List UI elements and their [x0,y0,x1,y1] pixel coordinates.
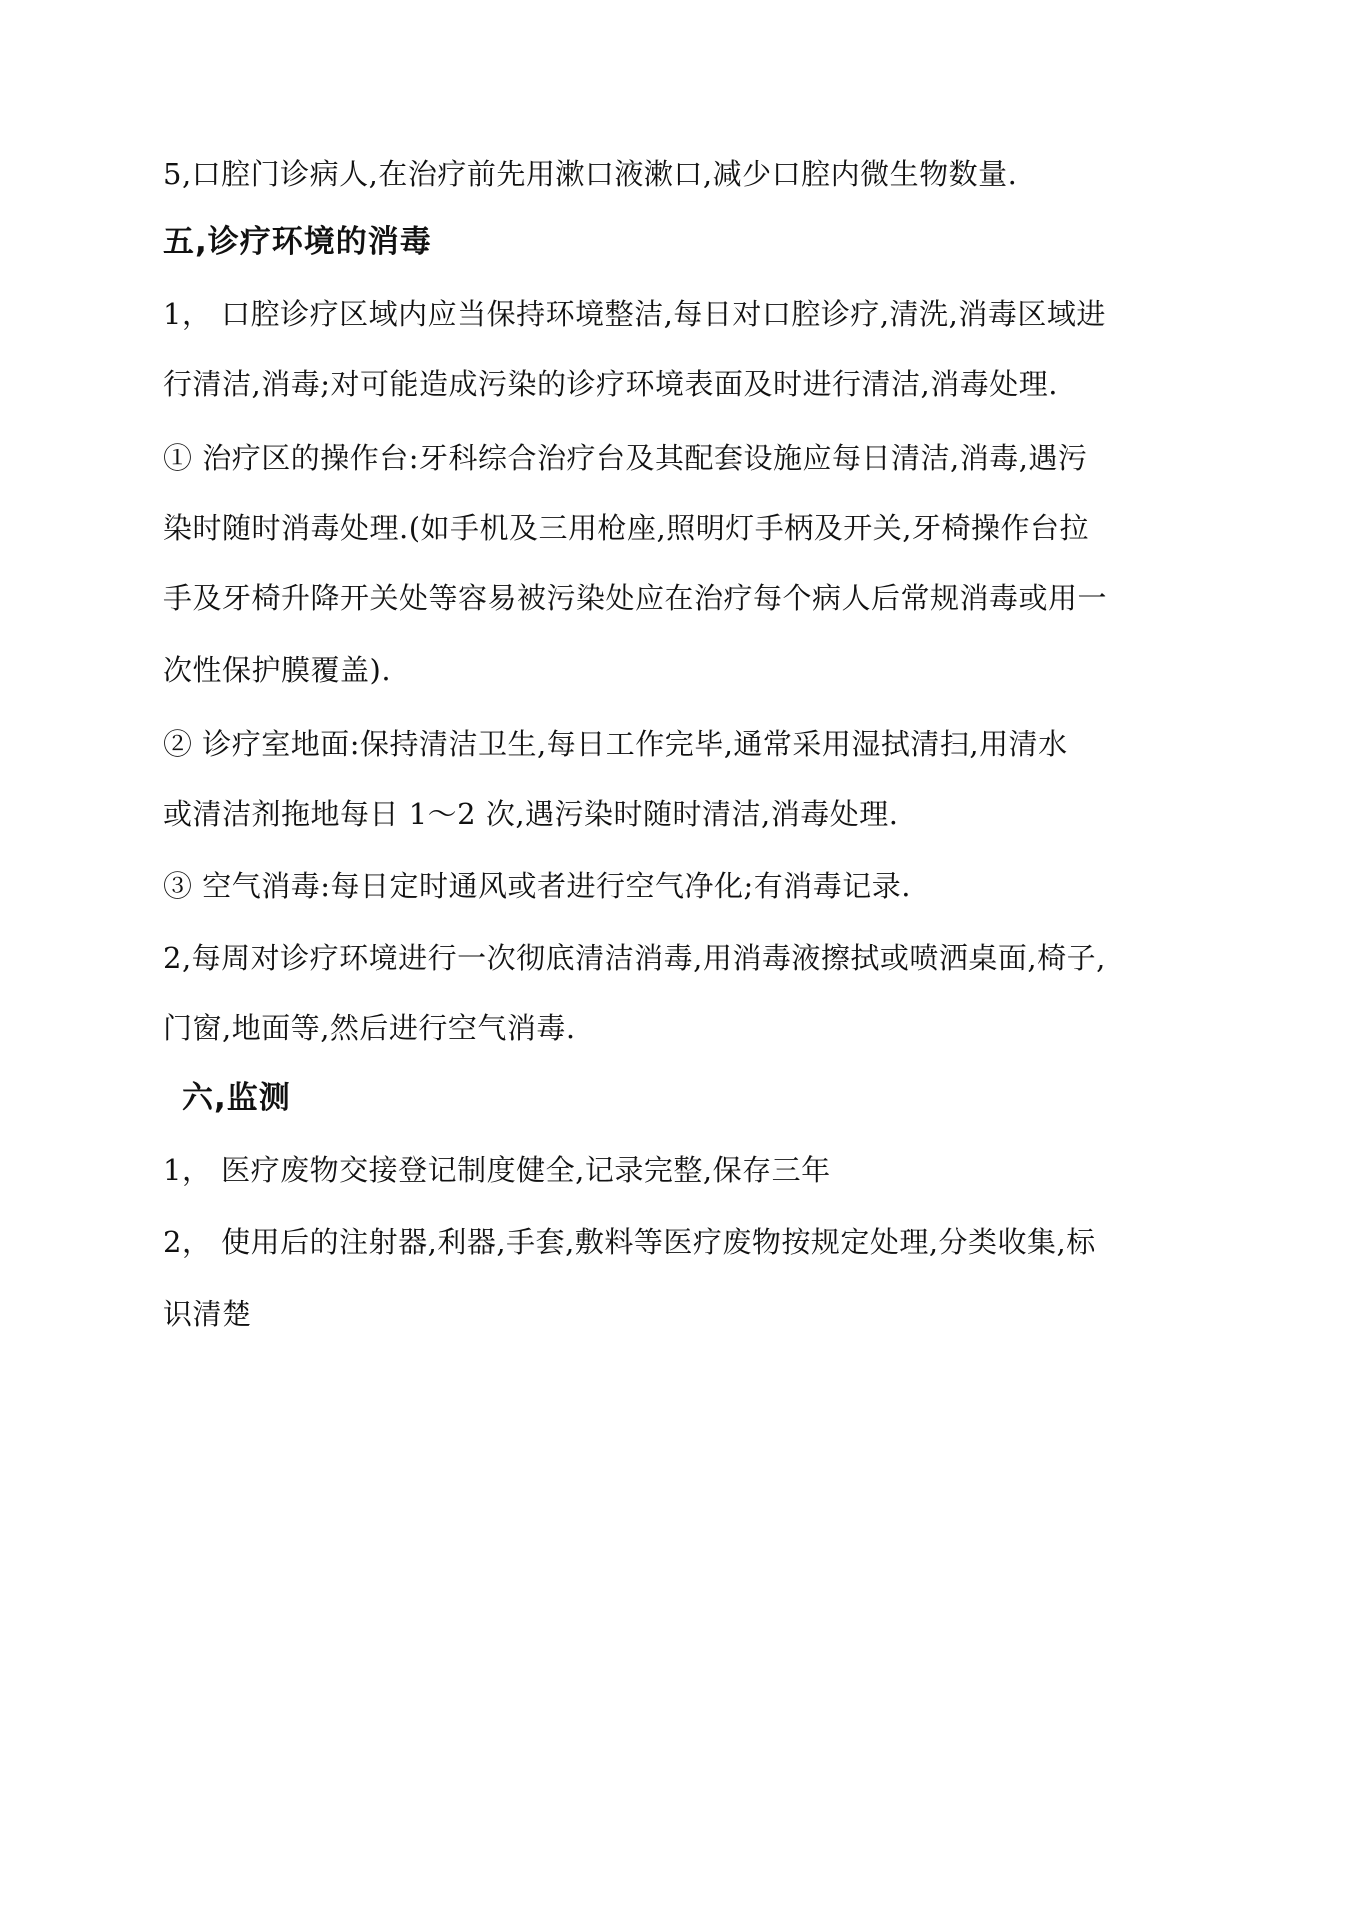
paragraph-line: 手及牙椅升降开关处等容易被污染处应在治疗每个病人后常规消毒或用一 [163,581,1108,615]
paragraph-item-5: 5,口腔门诊病人,在治疗前先用漱口液漱口,减少口腔内微生物数量. [163,157,1018,191]
paragraph-line: 2,每周对诊疗环境进行一次彻底清洁消毒,用消毒液擦拭或喷洒桌面,椅子, [163,941,1106,975]
section-heading-5: 五,诊疗环境的消毒 [163,224,432,260]
paragraph-line: 行清洁,消毒;对可能造成污染的诊疗环境表面及时进行清洁,消毒处理. [163,367,1058,401]
section-heading-6: 六,监测 [182,1080,291,1116]
paragraph-line: 或清洁剂拖地每日 1～2 次,遇污染时随时清洁,消毒处理. [163,797,899,831]
paragraph-line: 1， 医疗废物交接登记制度健全,记录完整,保存三年 [163,1153,831,1187]
paragraph-line: 次性保护膜覆盖). [163,653,392,687]
paragraph-line: 门窗,地面等,然后进行空气消毒. [163,1011,576,1045]
paragraph-line: ① 治疗区的操作台:牙科综合治疗台及其配套设施应每日清洁,消毒,遇污 [163,441,1088,475]
paragraph-line: 2， 使用后的注射器,利器,手套,敷料等医疗废物按规定处理,分类收集,标 [163,1225,1096,1259]
paragraph-line: 1， 口腔诊疗区域内应当保持环境整洁,每日对口腔诊疗,清洗,消毒区域进 [163,297,1106,331]
paragraph-line: 染时随时消毒处理.(如手机及三用枪座,照明灯手柄及开关,牙椅操作台拉 [163,511,1089,545]
paragraph-line: 识清楚 [163,1297,252,1331]
paragraph-line: ③ 空气消毒:每日定时通风或者进行空气净化;有消毒记录. [163,869,911,903]
paragraph-line: ② 诊疗室地面:保持清洁卫生,每日工作完毕,通常采用湿拭清扫,用清水 [163,727,1068,761]
